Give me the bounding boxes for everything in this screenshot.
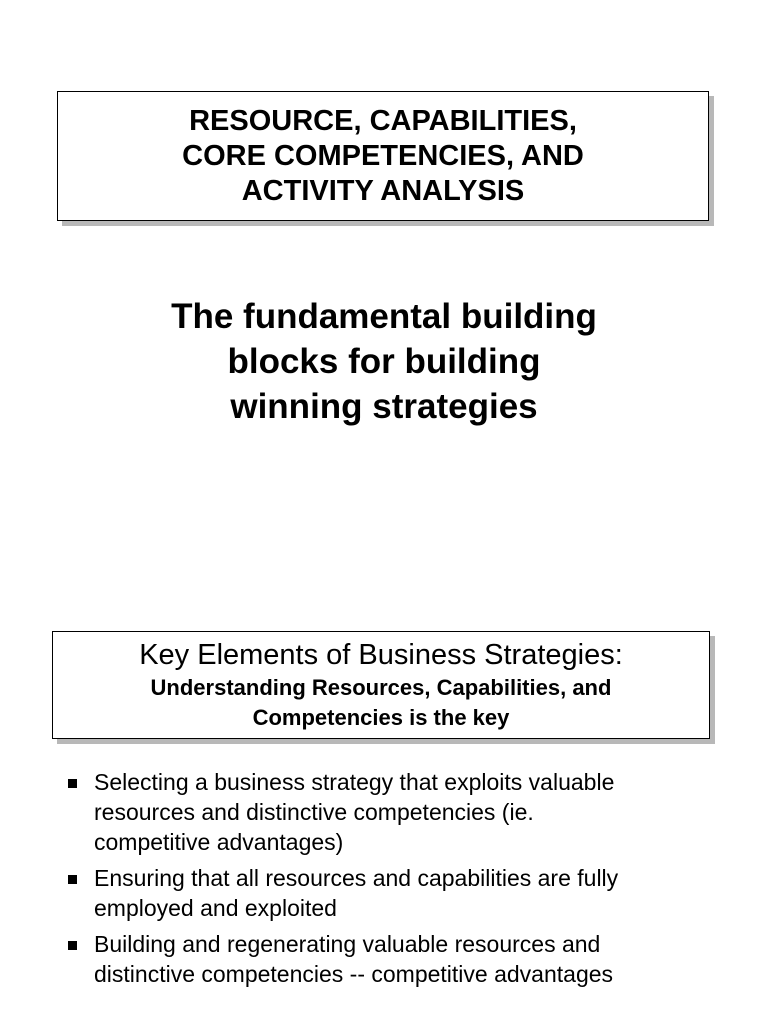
title-line: ACTIVITY ANALYSIS <box>241 174 525 207</box>
square-bullet-icon <box>68 875 77 884</box>
bullet-list <box>64 767 754 995</box>
list-item <box>64 767 754 857</box>
square-bullet-icon <box>68 779 77 788</box>
subtitle-line: blocks for building <box>227 342 541 381</box>
title-line: RESOURCE, CAPABILITIES, <box>189 104 577 137</box>
subtitle <box>0 294 768 429</box>
list-item <box>64 929 754 989</box>
bullet-text: distinctive competencies -- competitive advantages <box>94 961 614 987</box>
bullet-text: competitive advantages) <box>94 829 344 855</box>
key-elements-subheading: Competencies is the key <box>252 705 510 730</box>
title-box <box>57 91 709 221</box>
subtitle-line: The fundamental building <box>171 297 597 336</box>
list-item <box>64 863 754 923</box>
bullet-text: Building and regenerating valuable resources and <box>94 931 601 957</box>
key-elements-heading: Key Elements of Business Strategies: <box>139 639 623 671</box>
subtitle-line: winning strategies <box>230 387 538 426</box>
key-elements-box <box>52 631 710 739</box>
bullet-text: resources and distinctive competencies (ie. <box>94 799 534 825</box>
key-elements-subheading: Understanding Resources, Capabilities, and <box>150 675 612 700</box>
title-line: CORE COMPETENCIES, AND <box>182 139 584 172</box>
bullet-text: Ensuring that all resources and capabilities are fully <box>94 865 619 891</box>
bullet-text: Selecting a business strategy that exploits valuable <box>94 769 615 795</box>
square-bullet-icon <box>68 941 77 950</box>
bullet-text: employed and exploited <box>94 895 337 921</box>
